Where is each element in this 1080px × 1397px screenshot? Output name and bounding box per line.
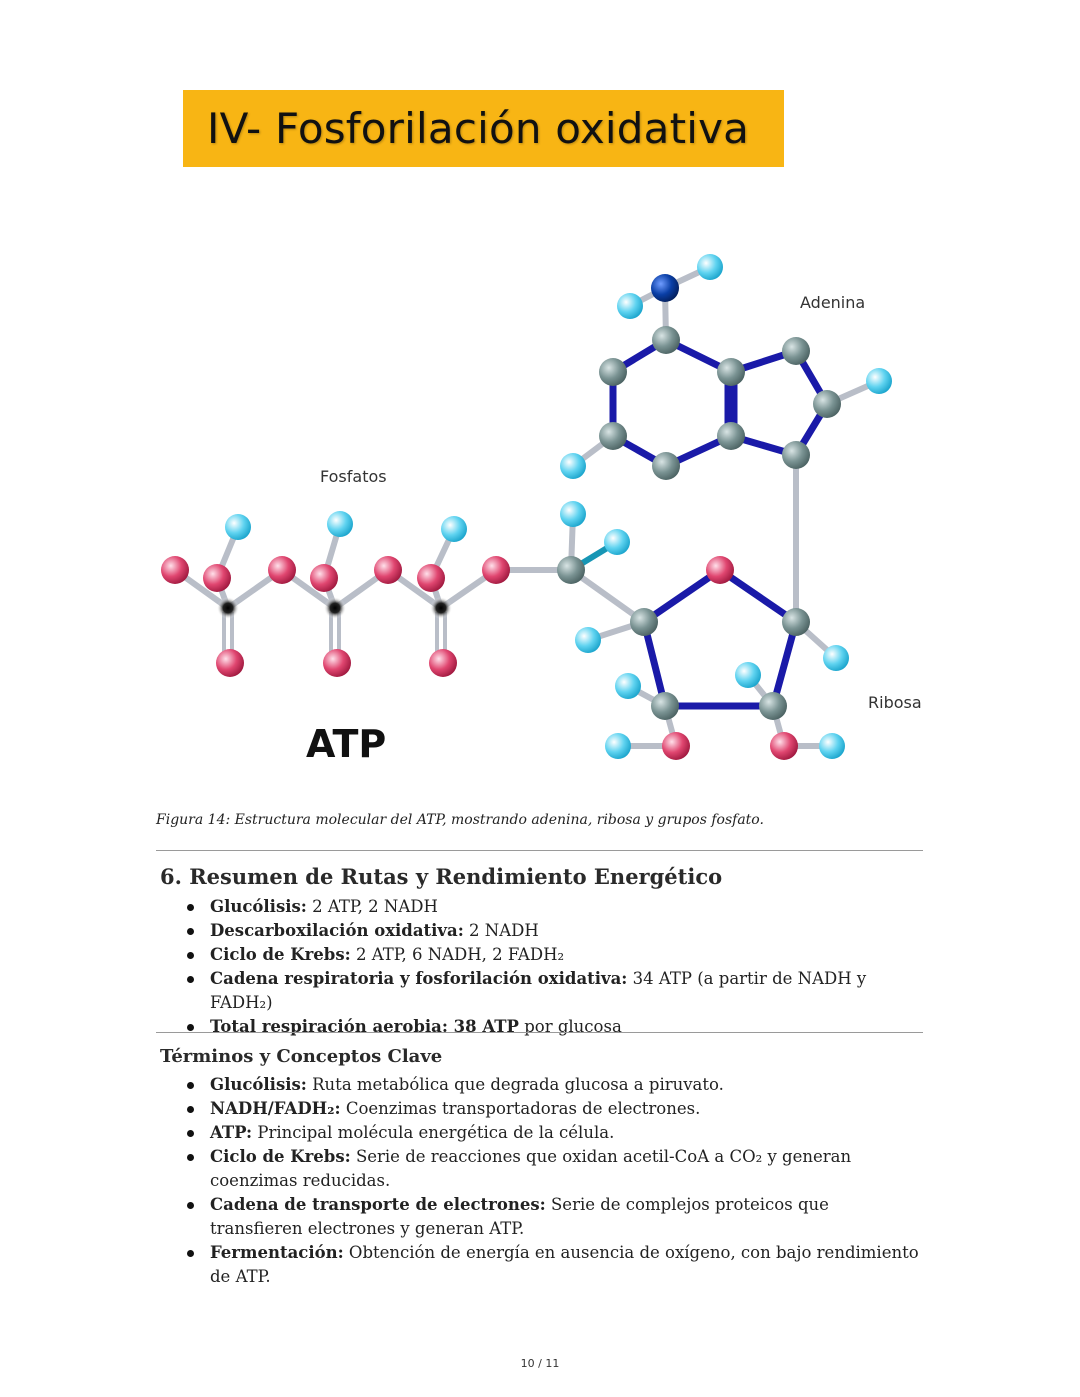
- atom-carbon: [652, 326, 680, 354]
- item-term: Ciclo de Krebs:: [210, 945, 351, 964]
- item-text: 2 ATP, 2 NADH: [306, 897, 438, 916]
- list-item: [0, 1241, 920, 1289]
- atom-phosphorus: [324, 597, 346, 619]
- atom-oxygen: [268, 556, 296, 584]
- atom-carbon: [717, 422, 745, 450]
- list-item: [0, 1193, 920, 1241]
- list-item: [0, 1073, 920, 1097]
- atom-hydrogen: [604, 529, 630, 555]
- item-term-value: 38 ATP: [447, 1017, 519, 1036]
- atom-oxygen: [161, 556, 189, 584]
- item-text: 2 ATP, 6 NADH, 2 FADH₂: [350, 945, 565, 964]
- glossary-list: [0, 1073, 920, 1289]
- atom-oxygen: [216, 649, 244, 677]
- atom-phosphorus: [217, 597, 239, 619]
- item-text: Principal molécula energética de la célula.: [252, 1123, 615, 1142]
- atom-carbon: [717, 358, 745, 386]
- atom-carbon: [782, 608, 810, 636]
- bonds: [175, 267, 879, 746]
- atom-carbon: [557, 556, 585, 584]
- atom-carbon: [630, 608, 658, 636]
- page-title: IV- Fosforilación oxidativa: [207, 104, 750, 153]
- list-item: [0, 1015, 920, 1039]
- atom-oxygen: [417, 564, 445, 592]
- item-text: Obtención de energía en ausencia de oxígeno, con bajo rendimiento de ATP.: [210, 1243, 919, 1286]
- item-term: NADH/FADH₂:: [210, 1099, 341, 1118]
- atom-oxygen: [770, 732, 798, 760]
- atom-carbon: [782, 441, 810, 469]
- atom-hydrogen: [617, 293, 643, 319]
- atom-hydrogen: [575, 627, 601, 653]
- atom-phosphorus: [430, 597, 452, 619]
- atp-molecule-figure: [150, 240, 930, 780]
- atom-oxygen: [323, 649, 351, 677]
- item-text: Serie de complejos proteicos que transfieren electrones y generan ATP.: [210, 1195, 829, 1238]
- atom-hydrogen: [866, 368, 892, 394]
- atom-carbon: [599, 358, 627, 386]
- item-term: Fermentación:: [210, 1243, 344, 1262]
- item-term: Total respiración aerobia:: [210, 1017, 448, 1036]
- atom-oxygen: [706, 556, 734, 584]
- atom-oxygen: [374, 556, 402, 584]
- item-term: ATP:: [210, 1123, 253, 1142]
- figure-caption: Figura 14: Estructura molecular del ATP, mostrando adenina, ribosa y grupos fosfato.: [156, 812, 764, 828]
- item-term: Ciclo de Krebs:: [210, 1147, 351, 1166]
- item-text: Serie de reacciones que oxidan acetil-CoA a CO₂ y generan coenzimas reducidas.: [210, 1147, 852, 1190]
- summary-list: [0, 895, 920, 1039]
- list-item: [0, 1097, 920, 1121]
- list-item: [0, 943, 920, 967]
- atom-hydrogen: [735, 662, 761, 688]
- item-term: Cadena respiratoria y fosforilación oxidativa:: [210, 969, 628, 988]
- list-item: [0, 1121, 920, 1145]
- label-phosphates: Fosfatos: [320, 467, 387, 486]
- list-item: [0, 895, 920, 919]
- divider: [156, 850, 923, 851]
- atom-oxygen: [310, 564, 338, 592]
- item-text: por glucosa: [518, 1017, 622, 1036]
- atom-hydrogen: [697, 254, 723, 280]
- item-term: Descarboxilación oxidativa:: [210, 921, 464, 940]
- item-text: 34 ATP (a partir de NADH y FADH₂): [210, 969, 867, 1012]
- atom-hydrogen: [327, 511, 353, 537]
- label-ribose: Ribosa: [868, 693, 922, 712]
- atom-hydrogen: [819, 733, 845, 759]
- atom-hydrogen: [615, 673, 641, 699]
- atom-oxygen: [429, 649, 457, 677]
- label-adenine: Adenina: [800, 293, 866, 312]
- atom-carbon: [651, 692, 679, 720]
- section-banner: [183, 90, 784, 167]
- atom-nitrogen: [651, 274, 679, 302]
- atom-carbon: [759, 692, 787, 720]
- atom-hydrogen: [225, 514, 251, 540]
- list-item: [0, 967, 920, 1015]
- atom-hydrogen: [441, 516, 467, 542]
- glossary-title: Términos y Conceptos Clave: [160, 1046, 443, 1067]
- atom-hydrogen: [605, 733, 631, 759]
- item-text: Coenzimas transportadoras de electrones.: [340, 1099, 701, 1118]
- atom-carbon: [813, 390, 841, 418]
- page-number: 10 / 11: [520, 1357, 560, 1370]
- item-term: Cadena de transporte de electrones:: [210, 1195, 546, 1214]
- label-atp: ATP: [306, 722, 387, 766]
- item-term: Glucólisis:: [210, 1075, 307, 1094]
- atom-oxygen: [203, 564, 231, 592]
- atom-oxygen: [662, 732, 690, 760]
- divider: [156, 1032, 923, 1033]
- atom-hydrogen: [823, 645, 849, 671]
- atom-hydrogen: [560, 501, 586, 527]
- item-text: 2 NADH: [463, 921, 539, 940]
- atom-hydrogen: [560, 453, 586, 479]
- item-text: Ruta metabólica que degrada glucosa a piruvato.: [306, 1075, 724, 1094]
- list-item: [0, 1145, 920, 1193]
- section-title: 6. Resumen de Rutas y Rendimiento Energético: [160, 864, 723, 889]
- atom-oxygen: [482, 556, 510, 584]
- atom-carbon: [782, 337, 810, 365]
- atom-carbon: [652, 452, 680, 480]
- item-term: Glucólisis:: [210, 897, 307, 916]
- list-item: [0, 919, 920, 943]
- atom-carbon: [599, 422, 627, 450]
